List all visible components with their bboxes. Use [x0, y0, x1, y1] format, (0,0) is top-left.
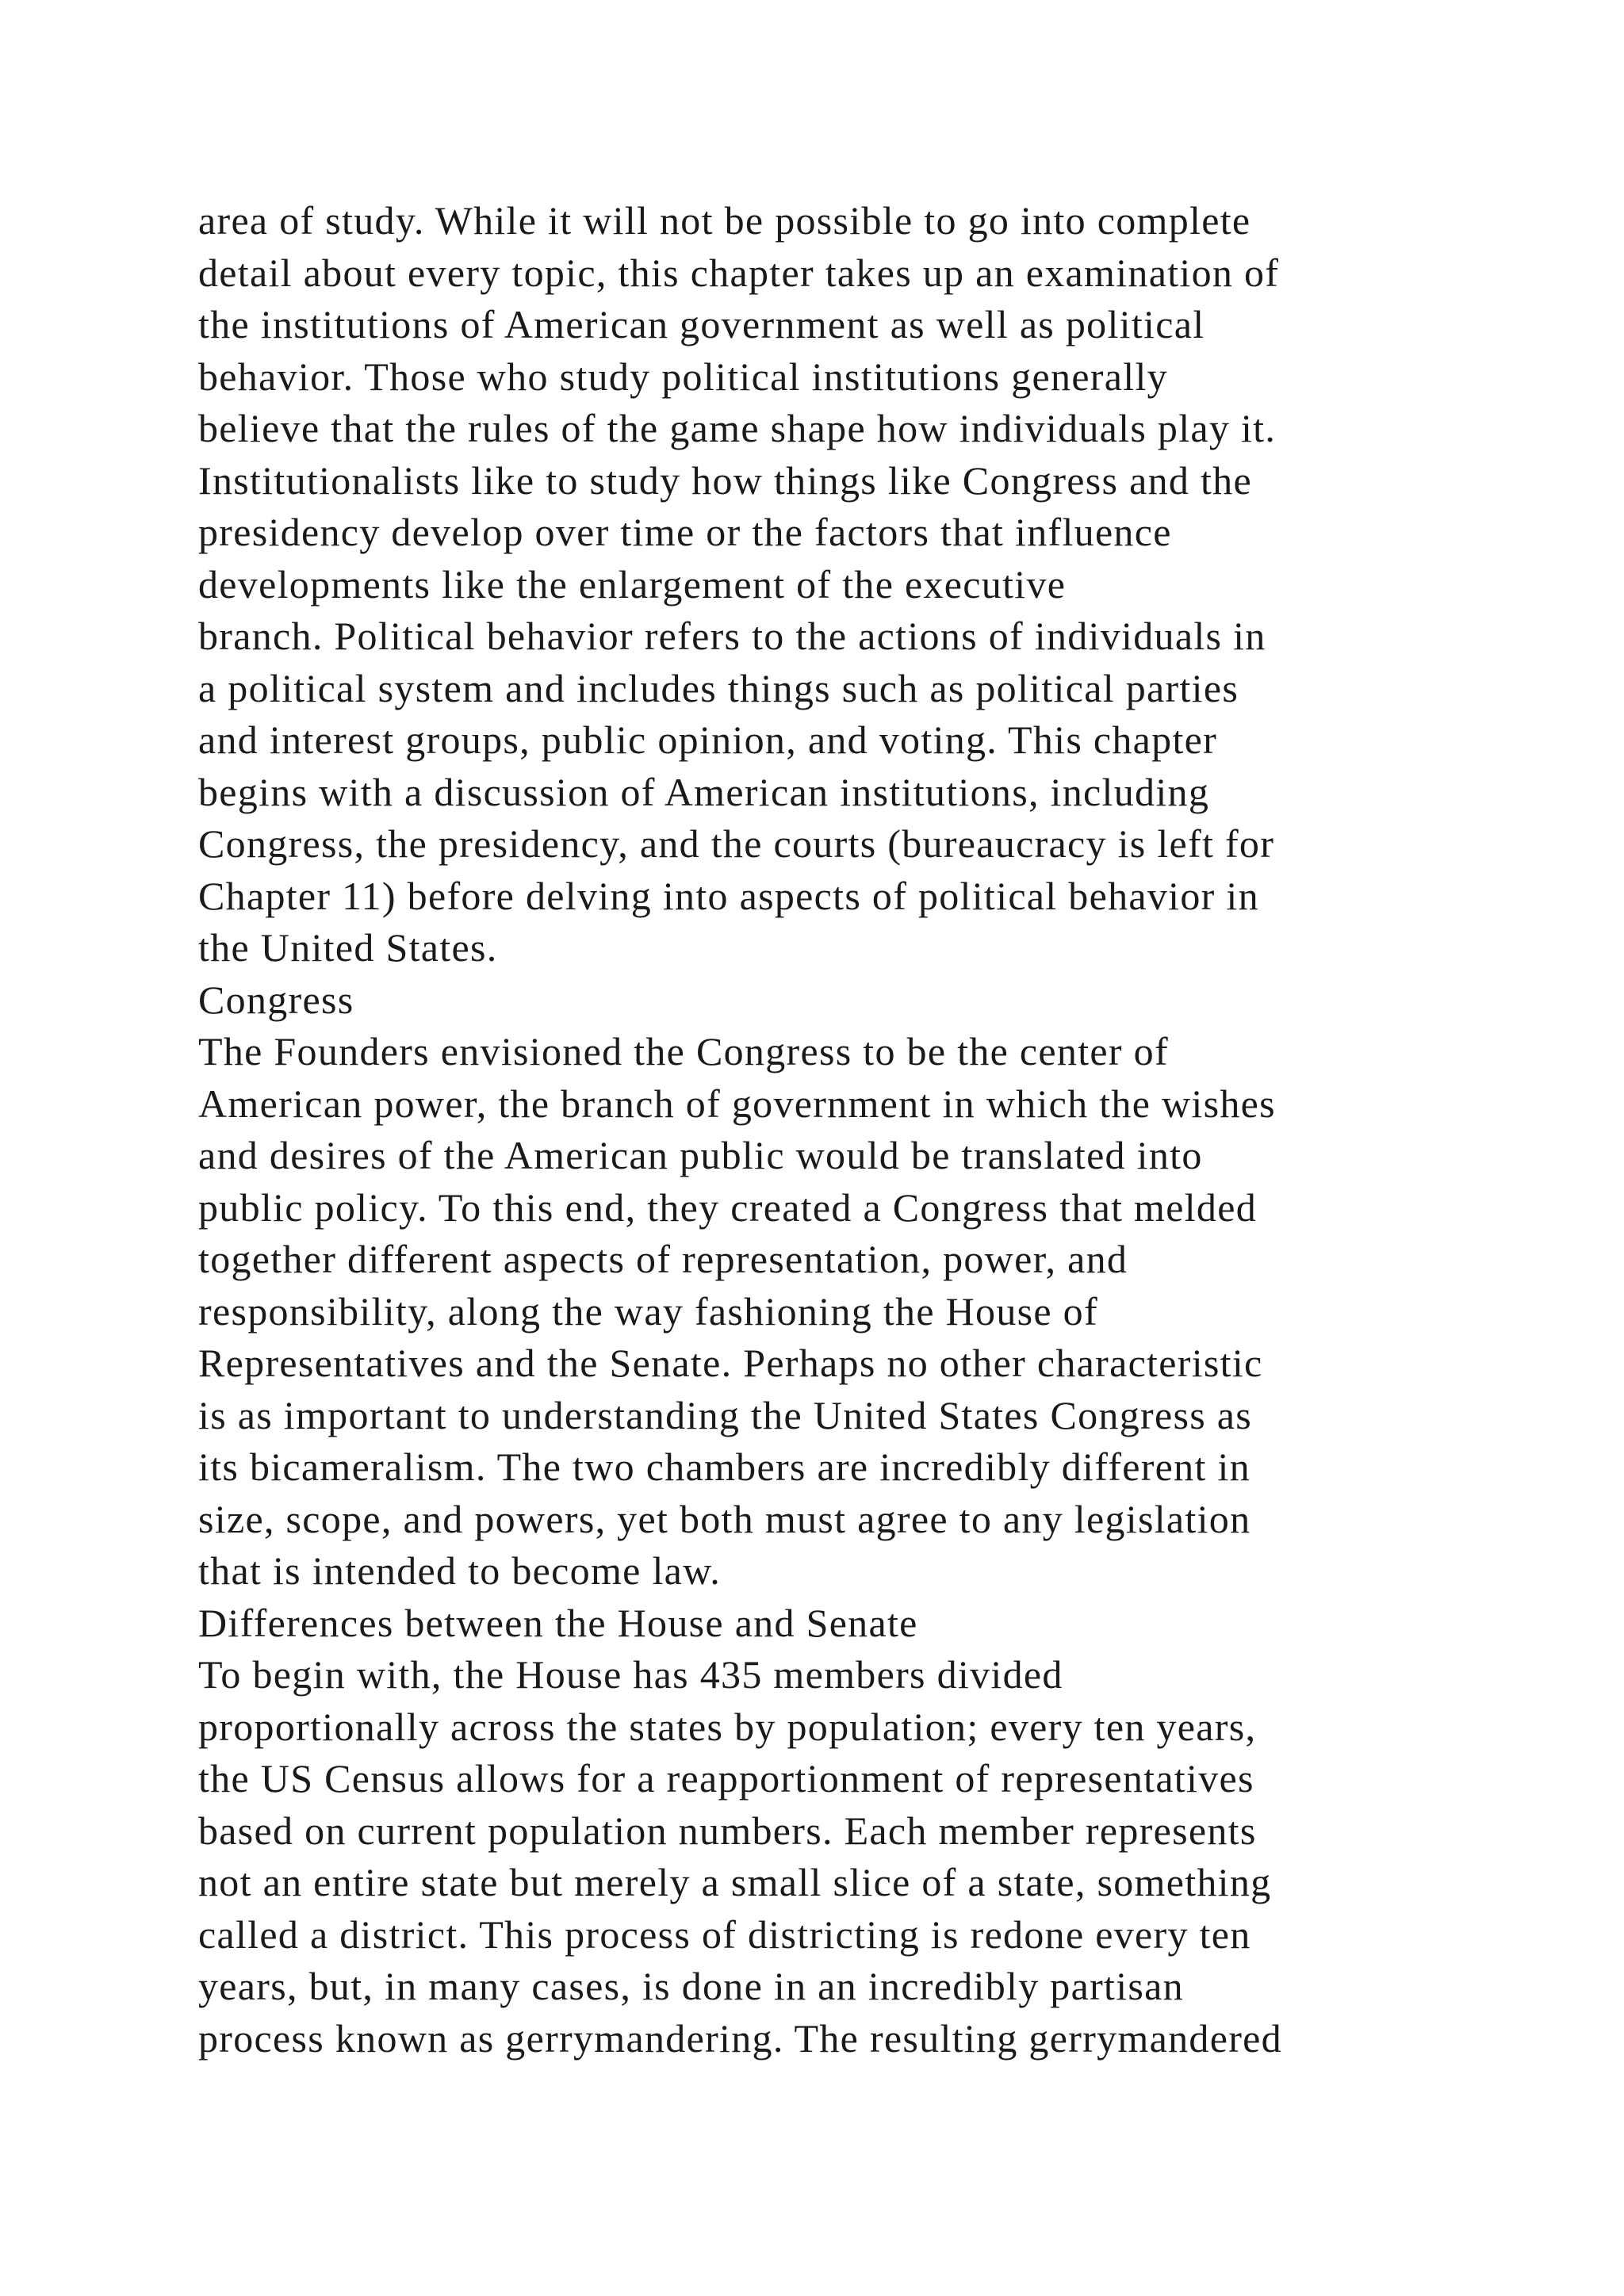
text-line: its bicameralism. The two chambers are incredibly different in [198, 1445, 1251, 1489]
section-heading-house-senate: Differences between the House and Senate [198, 1600, 918, 1645]
text-line: together different aspects of representation, power, and [198, 1237, 1128, 1281]
text-line: the institutions of American government as well as political [198, 302, 1205, 346]
text-line: not an entire state but merely a small slice of a state, something [198, 1860, 1272, 1904]
text-line: a political system and includes things such as political parties [198, 665, 1239, 710]
text-line: and desires of the American public would be translated into [198, 1133, 1203, 1177]
text-line: years, but, in many cases, is done in an incredibly partisan [198, 1964, 1184, 2008]
text-line: process known as gerrymandering. The resulting gerrymandered [198, 2015, 1282, 2061]
text-line: proportionally across the states by population; every ten years, [198, 1704, 1257, 1749]
text-line: developments like the enlargement of the executive [198, 561, 1067, 607]
text-line: that is intended to become law. [198, 1548, 722, 1593]
text-line: Congress, the presidency, and the courts (bureaucracy is left for [198, 821, 1275, 866]
text-line: size, scope, and powers, yet both must agree to any legislation [198, 1496, 1251, 1541]
text-line: believe that the rules of the game shape how individuals play it. [198, 406, 1277, 450]
text-line: To begin with, the House has 435 members divided [198, 1652, 1063, 1697]
text-line: area of study. While it will not be possible to go into complete [198, 198, 1251, 243]
text-line: public policy. To this end, they created a Congress that melded [198, 1184, 1258, 1230]
text-line: called a district. This process of districting is redone every ten [198, 1911, 1251, 1957]
text-line: The Founders envisioned the Congress to be the center of [198, 1029, 1169, 1073]
text-line: begins with a discussion of American institutions, including [198, 769, 1210, 814]
text-line: and interest groups, public opinion, and voting. This chapter [198, 718, 1218, 762]
text-line: presidency develop over time or the factors that influence [198, 510, 1172, 554]
text-line: Representatives and the Senate. Perhaps no other characteristic [198, 1341, 1263, 1385]
text-line: the United States. [198, 925, 498, 970]
text-line: behavior. Those who study political institutions generally [198, 354, 1168, 399]
text-line: responsibility, along the way fashioning the House of [198, 1288, 1098, 1334]
text-line: Institutionalists like to study how things like Congress and the [198, 457, 1252, 503]
text-line: branch. Political behavior refers to the actions of individuals in [198, 614, 1266, 658]
body-text [198, 195, 1467, 2064]
section-heading-congress: Congress [198, 977, 354, 1022]
text-line: Chapter 11) before delving into aspects of political behavior in [198, 873, 1259, 918]
text-line: is as important to understanding the United States Congress as [198, 1392, 1253, 1437]
text-line: based on current population numbers. Each member represents [198, 1808, 1257, 1853]
text-line: detail about every topic, this chapter takes up an examination of [198, 250, 1280, 295]
text-line: the US Census allows for a reapportionment of representatives [198, 1756, 1254, 1800]
text-line: American power, the branch of government in which the wishes [198, 1081, 1276, 1126]
